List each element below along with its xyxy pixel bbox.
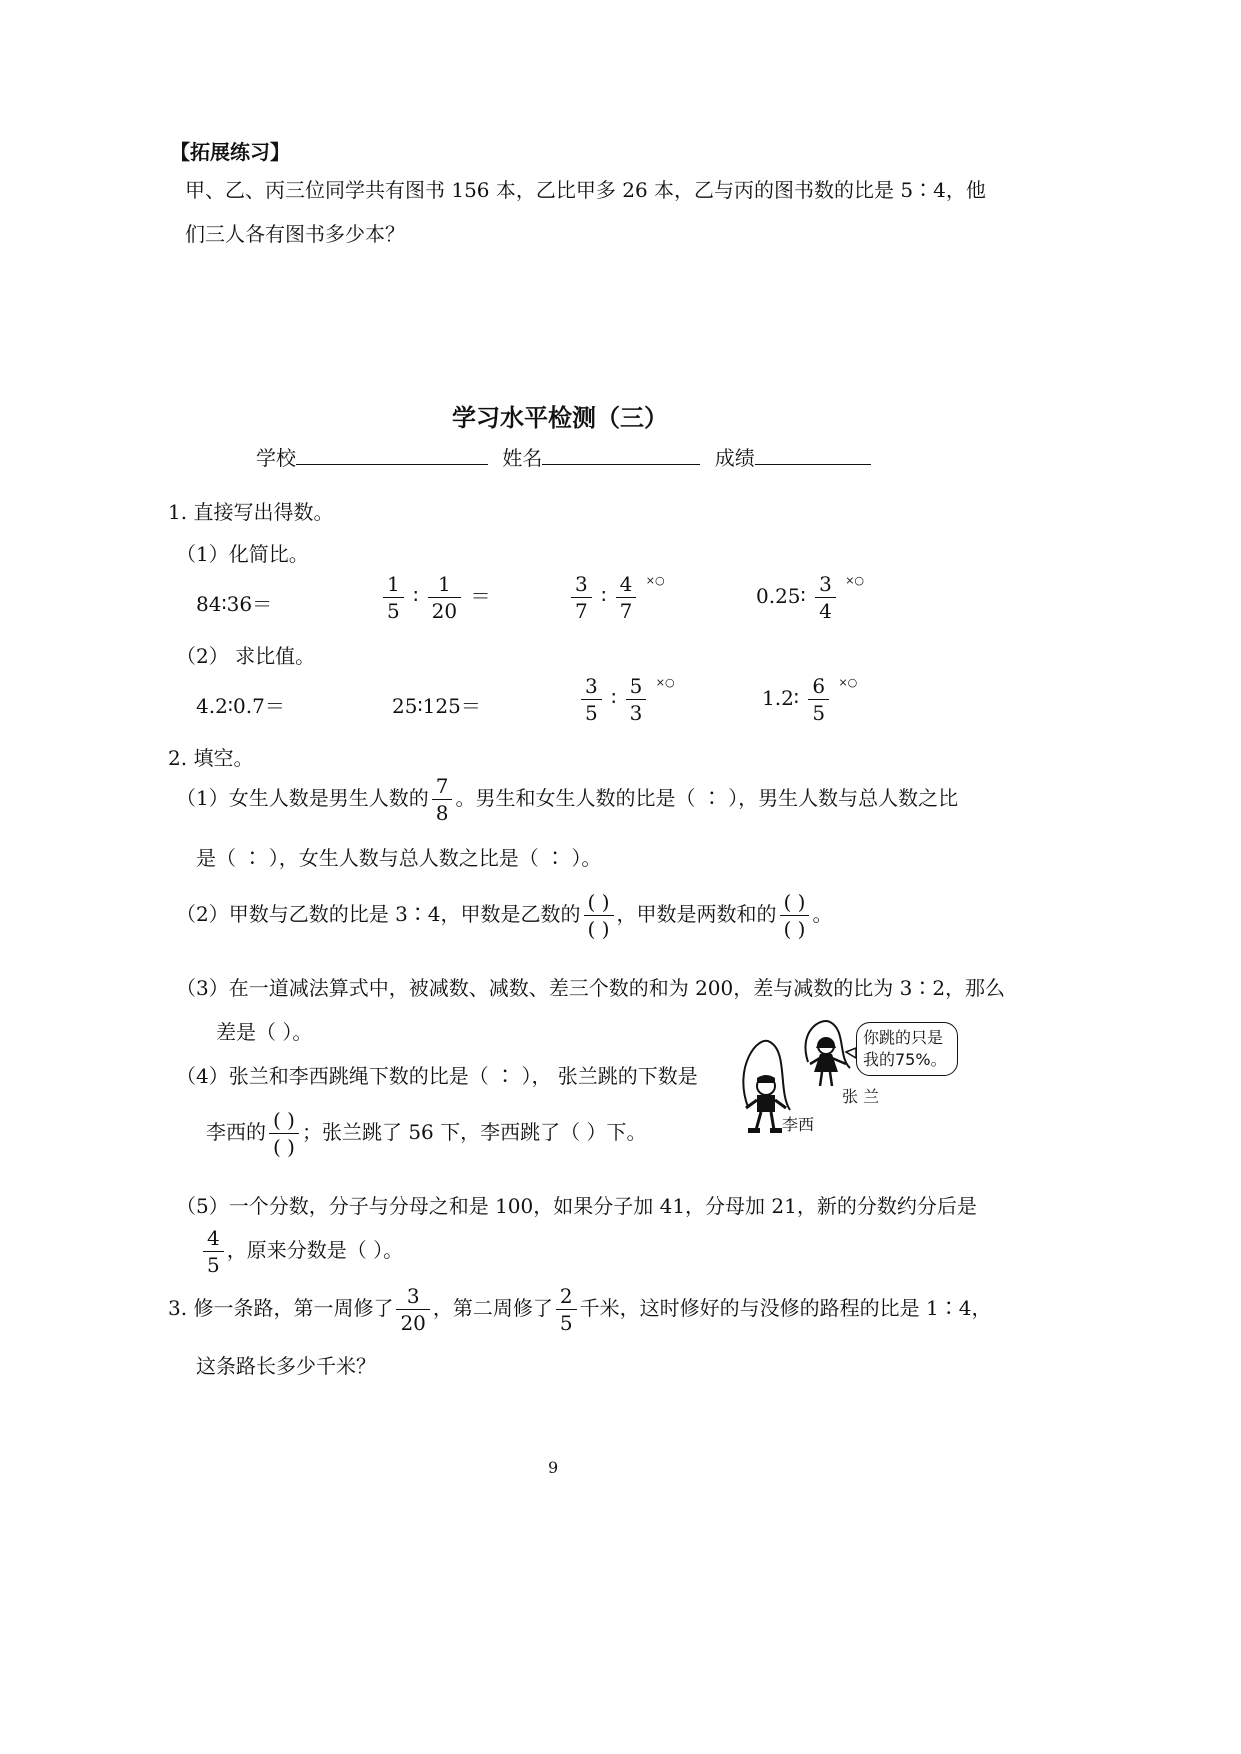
test-title: 学习水平检测（三） [452,403,668,432]
q2-p4-line2: 李西的 $\frac{( )}{( )}$ ；张兰跳了 56 下，李西跳了（ ）下。 [206,1108,647,1159]
girl-label: 张 兰 [842,1087,880,1106]
q1-title: 1. 直接写出得数。 [168,500,334,524]
q1-r1-d: 0.25∶ $\frac{3}{4}$ ×○ [756,572,865,623]
q1-r1-b: $\frac{1}{5}$ ∶ $\frac{1}{20}$ ＝ [380,574,490,621]
score-blank [755,444,871,465]
q1-r2-c: $\frac{3}{5}$ ∶ $\frac{5}{3}$ ×○ [578,676,675,723]
q1-r1-c: $\frac{3}{7}$ ∶ $\frac{4}{7}$ ×○ [568,574,665,621]
boy-label: 李西 [782,1115,815,1134]
extension-heading: 【拓展练习】 [170,140,290,164]
q2-p1-line1: （1）女生人数是男生人数的 $\frac{7}{8}$ 。男生和女生人数的比是（ ∶ ），男生人数与总人数之比 [176,774,959,825]
q1-r1-a: 84∶36＝ [196,592,273,616]
q1-r2-d: 1.2∶ $\frac{6}{5}$ ×○ [762,674,858,725]
q2-p3-line1: （3）在一道减法算式中，被减数、减数、差三个数的和为 200，差与减数的比为 3∶2，那么 [176,976,1006,1000]
q1-r2-b: 25∶125＝ [392,694,481,718]
school-blank [296,444,488,465]
name-blank [542,444,700,465]
q3-line2: 这条路长多少千米？ [196,1354,376,1378]
student-info-line [256,442,871,471]
q1-sub1: （1）化简比。 [176,542,309,566]
q2-p4-line1: （4）张兰和李西跳绳下数的比是（ ∶ ）， 张兰跳的下数是 [176,1064,698,1088]
page-number: 9 [548,1458,559,1477]
q2-p5-line2: $\frac{4}{5}$ ，原来分数是（ ）。 [200,1228,403,1275]
school-label: 学校 [256,446,296,470]
name-label: 姓名 [502,446,543,470]
extension-line-2: 们三人各有图书多少本？ [185,222,405,246]
extension-line-1: 甲、乙、丙三位同学共有图书 156 本，乙比甲多 26 本，乙与丙的图书数的比是 5∶4，他 [185,178,986,202]
q2-p5-line1: （5）一个分数，分子与分母之和是 100，如果分子加 41，分母加 21，新的分数约分后是 [176,1194,977,1218]
q2-p1-line2: 是（ ∶ ），女生人数与总人数之比是（ ∶ ）。 [196,846,602,870]
q1-sub2: （2） 求比值。 [176,644,316,668]
score-label: 成绩 [714,446,755,470]
q3-line1: 3. 修一条路，第一周修了 $\frac{3}{20}$ ，第二周修了 $\frac{2}{5}$ 千米，这时修好的与没修的路程的比是 1∶4， [168,1284,992,1335]
speech-bubble: 你跳的只是我的75%。 [856,1022,958,1076]
q2-title: 2. 填空。 [168,746,254,770]
q2-p2: （2）甲数与乙数的比是 3∶4，甲数是乙数的 $\frac{( )}{( )}$ ，甲数是两数和的 $\frac{( )}{( )}$ 。 [176,890,833,941]
q2-p3-line2: 差是（ ）。 [216,1020,313,1044]
q1-r2-a: 4.2∶0.7＝ [196,694,285,718]
